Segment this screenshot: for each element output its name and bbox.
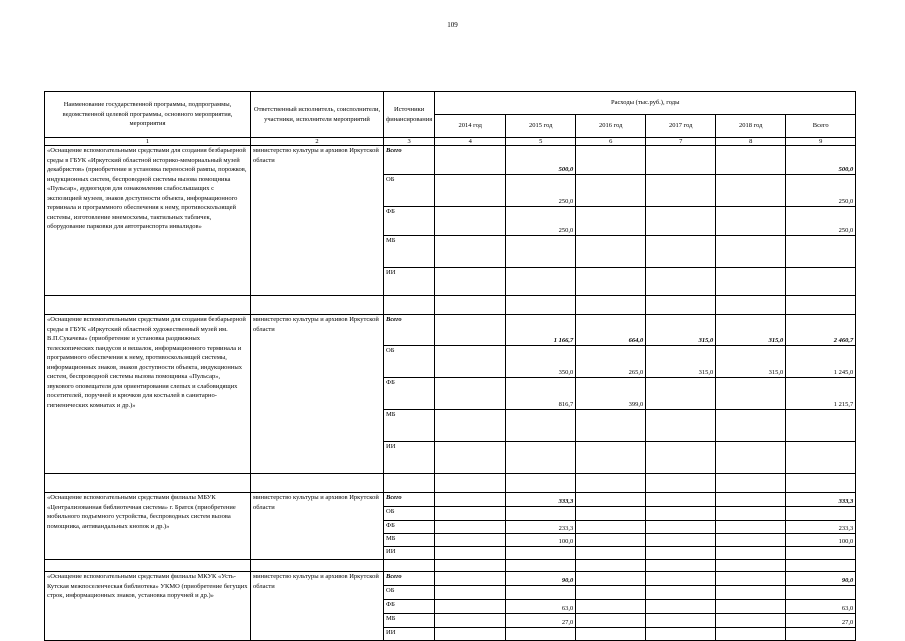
amount-cell xyxy=(506,586,576,600)
amount-cell xyxy=(786,507,856,521)
amount-cell: 816,7 xyxy=(506,378,576,410)
measure-executor: министерство культуры и архивов Иркутской области xyxy=(251,315,384,474)
amount-cell xyxy=(576,442,646,474)
funding-source-cell: МБ xyxy=(384,534,435,547)
amount-cell xyxy=(576,600,646,614)
funding-source-cell: Всего xyxy=(384,146,435,175)
amount-cell xyxy=(435,207,506,236)
measure-executor: министерство культуры и архивов Иркутской области xyxy=(251,146,384,296)
header-year: 2016 год xyxy=(576,115,646,138)
amount-cell: 63,0 xyxy=(506,600,576,614)
amount-cell: 333,3 xyxy=(506,493,576,507)
amount-cell xyxy=(435,614,506,628)
spacer-cell xyxy=(506,474,576,493)
amount-cell: 1 245,0 xyxy=(786,346,856,378)
amount-cell: 333,3 xyxy=(786,493,856,507)
amount-cell: 100,0 xyxy=(506,534,576,547)
amount-cell xyxy=(435,521,506,534)
header-program-name: Наименование государственной программы, подпрограммы, ведомственной целевой программы, основного мероприятия, мероприятия xyxy=(45,92,251,138)
spacer-cell xyxy=(251,560,384,572)
amount-cell: 1 166,7 xyxy=(506,315,576,346)
amount-cell xyxy=(716,547,786,560)
amount-cell xyxy=(576,410,646,442)
header-year: 2017 год xyxy=(646,115,716,138)
spacer-cell xyxy=(251,296,384,315)
section-spacer xyxy=(45,474,856,493)
table-row xyxy=(45,315,856,346)
amount-cell xyxy=(646,507,716,521)
amount-cell xyxy=(506,410,576,442)
amount-cell xyxy=(716,600,786,614)
amount-cell xyxy=(716,268,786,296)
amount-cell xyxy=(576,614,646,628)
amount-cell xyxy=(646,410,716,442)
funding-source-cell: МБ xyxy=(384,614,435,628)
amount-cell xyxy=(786,410,856,442)
funding-source-cell: ИИ xyxy=(384,628,435,641)
spacer-cell xyxy=(646,474,716,493)
spacer-cell xyxy=(716,474,786,493)
column-number: 4 xyxy=(435,138,506,146)
column-number: 6 xyxy=(576,138,646,146)
section-spacer xyxy=(45,296,856,315)
funding-source-cell: ИИ xyxy=(384,547,435,560)
amount-cell xyxy=(716,493,786,507)
amount-cell xyxy=(646,146,716,175)
funding-source-cell: Всего xyxy=(384,572,435,586)
amount-cell xyxy=(716,146,786,175)
column-number: 5 xyxy=(506,138,576,146)
amount-cell xyxy=(576,534,646,547)
funding-source-cell: Всего xyxy=(384,315,435,346)
amount-cell xyxy=(435,146,506,175)
amount-cell xyxy=(646,586,716,600)
amount-cell: 315,0 xyxy=(646,315,716,346)
header-year: 2018 год xyxy=(716,115,786,138)
amount-cell xyxy=(435,378,506,410)
amount-cell: 315,0 xyxy=(716,346,786,378)
amount-cell xyxy=(435,268,506,296)
amount-cell xyxy=(435,572,506,586)
spacer-cell xyxy=(646,560,716,572)
amount-cell: 1 215,7 xyxy=(786,378,856,410)
amount-cell xyxy=(576,547,646,560)
amount-cell xyxy=(576,175,646,207)
amount-cell: 90,0 xyxy=(506,572,576,586)
amount-cell xyxy=(716,507,786,521)
amount-cell: 250,0 xyxy=(506,207,576,236)
spacer-cell xyxy=(646,296,716,315)
funding-source-cell: ФБ xyxy=(384,521,435,534)
measure-executor: министерство культуры и архивов Иркутской области xyxy=(251,572,384,641)
spacer-cell xyxy=(435,296,506,315)
amount-cell xyxy=(716,614,786,628)
funding-source-cell: ОБ xyxy=(384,586,435,600)
amount-cell xyxy=(576,146,646,175)
funding-source-cell: ИИ xyxy=(384,268,435,296)
amount-cell: 315,0 xyxy=(716,315,786,346)
amount-cell xyxy=(786,586,856,600)
amount-cell xyxy=(716,236,786,268)
amount-cell xyxy=(576,628,646,641)
amount-cell xyxy=(435,315,506,346)
amount-cell: 100,0 xyxy=(786,534,856,547)
column-number: 7 xyxy=(646,138,716,146)
amount-cell xyxy=(506,442,576,474)
amount-cell xyxy=(646,207,716,236)
column-number: 2 xyxy=(251,138,384,146)
amount-cell xyxy=(576,521,646,534)
amount-cell xyxy=(716,521,786,534)
spacer-cell xyxy=(506,560,576,572)
amount-cell xyxy=(716,378,786,410)
spacer-cell xyxy=(384,474,435,493)
spacer-cell xyxy=(45,296,251,315)
funding-source-cell: МБ xyxy=(384,236,435,268)
spacer-cell xyxy=(716,296,786,315)
amount-cell xyxy=(716,586,786,600)
amount-cell xyxy=(435,628,506,641)
amount-cell xyxy=(506,628,576,641)
funding-source-cell: ФБ xyxy=(384,378,435,410)
spacer-cell xyxy=(506,296,576,315)
amount-cell xyxy=(646,547,716,560)
amount-cell: 233,3 xyxy=(786,521,856,534)
amount-cell: 27,0 xyxy=(506,614,576,628)
spacer-cell xyxy=(435,474,506,493)
amount-cell xyxy=(435,236,506,268)
spacer-cell xyxy=(786,296,856,315)
amount-cell: 250,0 xyxy=(506,175,576,207)
column-number: 8 xyxy=(716,138,786,146)
amount-cell xyxy=(646,236,716,268)
amount-cell: 27,0 xyxy=(786,614,856,628)
funding-source-cell: МБ xyxy=(384,410,435,442)
spacer-cell xyxy=(45,560,251,572)
amount-cell xyxy=(435,534,506,547)
amount-cell xyxy=(646,378,716,410)
amount-cell xyxy=(716,628,786,641)
header-year: 2015 год xyxy=(506,115,576,138)
amount-cell xyxy=(646,521,716,534)
spacer-cell xyxy=(384,560,435,572)
measure-executor: министерство культуры и архивов Иркутской области xyxy=(251,493,384,560)
amount-cell xyxy=(786,547,856,560)
amount-cell xyxy=(435,586,506,600)
header-executor: Ответственный исполнитель, соисполнители, участники, исполнители мероприятий xyxy=(251,92,384,138)
amount-cell: 63,0 xyxy=(786,600,856,614)
amount-cell xyxy=(786,268,856,296)
spacer-cell xyxy=(786,560,856,572)
funding-source-cell: ОБ xyxy=(384,507,435,521)
amount-cell: 399,0 xyxy=(576,378,646,410)
page-number: 109 xyxy=(447,21,458,29)
amount-cell: 90,0 xyxy=(786,572,856,586)
amount-cell xyxy=(646,628,716,641)
amount-cell xyxy=(646,600,716,614)
column-number: 9 xyxy=(786,138,856,146)
measure-description: «Оснащение вспомогательными средствами для создания безбарьерной среды в ГБУК «Иркутский областной историко-мемориальный музей декабристов» (приобретение и установка переносной рампы, порожков, индукционных систем, беспроводной системы вызова помощника «Пульсар», аудиогидов для ознакомления слабослышащих с экспозицией музеев, знаков доступности объекта, информационного терминала и программного обеспечения к нему, противоскользящей системы, изготовление мнемосхемы, тактильных табличек, оборудование парковки для автотранспорта инвалидов» xyxy=(45,146,251,296)
amount-cell xyxy=(646,442,716,474)
amount-cell xyxy=(716,410,786,442)
amount-cell: 500,0 xyxy=(506,146,576,175)
header-funding-source: Источники финансирования xyxy=(384,92,435,138)
amount-cell xyxy=(646,572,716,586)
amount-cell xyxy=(716,207,786,236)
spacer-cell xyxy=(435,560,506,572)
amount-cell xyxy=(786,442,856,474)
table-row xyxy=(45,146,856,175)
amount-cell xyxy=(576,572,646,586)
funding-source-cell: ОБ xyxy=(384,346,435,378)
amount-cell xyxy=(576,493,646,507)
amount-cell xyxy=(646,534,716,547)
amount-cell: 2 460,7 xyxy=(786,315,856,346)
budget-table xyxy=(44,91,856,641)
amount-cell xyxy=(506,236,576,268)
funding-source-cell: ОБ xyxy=(384,175,435,207)
amount-cell: 315,0 xyxy=(646,346,716,378)
amount-cell xyxy=(646,493,716,507)
header-year: 2014 год xyxy=(435,115,506,138)
amount-cell xyxy=(646,175,716,207)
spacer-cell xyxy=(576,560,646,572)
amount-cell xyxy=(435,346,506,378)
header-expenses: Расходы (тыс.руб.), годы xyxy=(435,92,856,115)
funding-source-cell: Всего xyxy=(384,493,435,507)
amount-cell xyxy=(506,507,576,521)
amount-cell: 250,0 xyxy=(786,207,856,236)
amount-cell xyxy=(576,236,646,268)
amount-cell xyxy=(435,600,506,614)
amount-cell xyxy=(716,534,786,547)
amount-cell: 500,0 xyxy=(786,146,856,175)
amount-cell: 265,0 xyxy=(576,346,646,378)
spacer-cell xyxy=(576,296,646,315)
spacer-cell xyxy=(716,560,786,572)
amount-cell xyxy=(435,507,506,521)
amount-cell xyxy=(435,175,506,207)
amount-cell xyxy=(506,547,576,560)
amount-cell xyxy=(576,268,646,296)
funding-source-cell: ФБ xyxy=(384,600,435,614)
amount-cell xyxy=(435,410,506,442)
spacer-cell xyxy=(251,474,384,493)
amount-cell xyxy=(716,442,786,474)
spacer-cell xyxy=(786,474,856,493)
measure-description: «Оснащение вспомогательными средствами для создания безбарьерной среды в ГБУК «Иркутский областной художественный музей им. В.П.Сукачева» (приобретение и установка раздвижных телескопических пандусов и вешалок, информационного терминала и программного обеспечения к нему, противоскользящей системы, информационных знаков, знаков доступности объекта, индукционных систем, беспроводной системы вызова помощника «Пульсар», звукового оповещателя для ориентирования слепых и слабовидящих посетителей, поручней и крючков для костылей в санитарно-гигиенических комнатах и др.)» xyxy=(45,315,251,474)
amount-cell xyxy=(576,207,646,236)
table-row xyxy=(45,493,856,507)
spacer-cell xyxy=(384,296,435,315)
section-spacer xyxy=(45,560,856,572)
amount-cell xyxy=(576,507,646,521)
header-year: Всего xyxy=(786,115,856,138)
spacer-cell xyxy=(45,474,251,493)
funding-source-cell: ИИ xyxy=(384,442,435,474)
amount-cell xyxy=(435,442,506,474)
amount-cell xyxy=(506,268,576,296)
amount-cell: 350,0 xyxy=(506,346,576,378)
amount-cell xyxy=(435,547,506,560)
measure-description: «Оснащение вспомогательными средствами филиалы МКУК «Усть-Кутская межпоселенческая библиотека» УКМО (приобретение бегущих строк, информационных знаков, установка поручней и др.)» xyxy=(45,572,251,641)
amount-cell: 233,3 xyxy=(506,521,576,534)
column-number: 1 xyxy=(45,138,251,146)
amount-cell: 250,0 xyxy=(786,175,856,207)
column-number: 3 xyxy=(384,138,435,146)
amount-cell xyxy=(716,175,786,207)
amount-cell: 664,0 xyxy=(576,315,646,346)
amount-cell xyxy=(716,572,786,586)
amount-cell xyxy=(576,586,646,600)
measure-description: «Оснащение вспомогательными средствами филиалы МБУК «Централизованная библиотечная система» г. Братск (приобретение мобильного подъемного устройства, беспроводных систем вызова помощника, антивандальных кнопок и др.)» xyxy=(45,493,251,560)
amount-cell xyxy=(786,236,856,268)
spacer-cell xyxy=(576,474,646,493)
amount-cell xyxy=(646,614,716,628)
amount-cell xyxy=(435,493,506,507)
table-row xyxy=(45,572,856,586)
amount-cell xyxy=(646,268,716,296)
funding-source-cell: ФБ xyxy=(384,207,435,236)
amount-cell xyxy=(786,628,856,641)
